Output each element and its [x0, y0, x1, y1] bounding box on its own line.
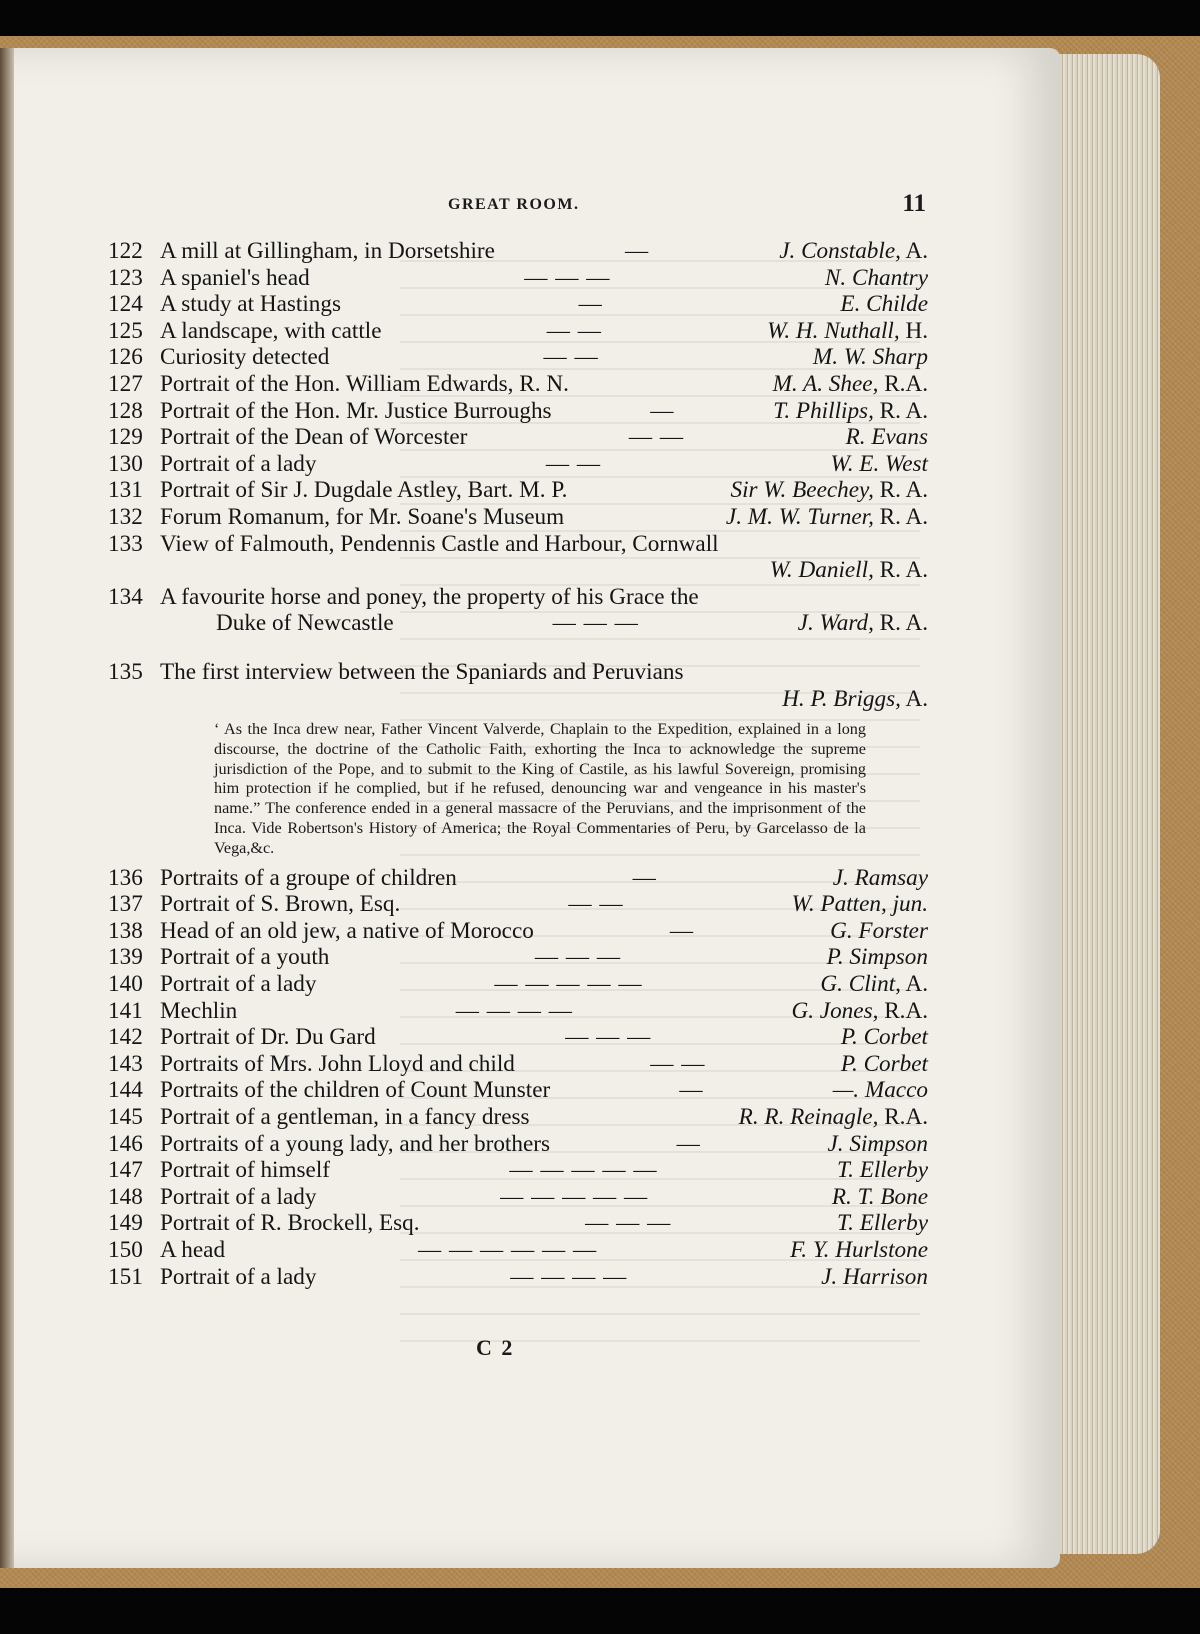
entry-title: A favourite horse and poney, the property of his Grace the — [160, 583, 699, 610]
entry-title: Portrait of Dr. Du Gard — [160, 1024, 376, 1051]
entry-number: 122 — [108, 238, 143, 264]
entry-artist — [731, 477, 929, 504]
catalogue-entry — [108, 398, 928, 425]
entry-artist — [827, 944, 928, 971]
running-title: GREAT ROOM. — [448, 196, 580, 213]
entry-artist-suffix: A. — [900, 238, 928, 264]
entry-number: 140 — [108, 971, 143, 998]
entry-leader-dashes: — — — — — [455, 997, 573, 1024]
entry-artist-name: G. Forster — [830, 917, 928, 944]
entry-leader-dashes: — — — — — — — [418, 1236, 598, 1263]
entry-artist — [792, 891, 928, 918]
entry-leader-dashes: — — [669, 917, 695, 944]
entry-leader-dashes: — — — — [534, 944, 622, 971]
entry-number: 146 — [108, 1130, 143, 1157]
entry-list-b — [108, 865, 928, 1291]
entry-title: Portrait of a lady — [160, 1183, 317, 1210]
entry-artist — [767, 318, 928, 345]
catalogue-entry — [108, 1051, 928, 1078]
entry-leader-dashes: — — [578, 291, 603, 318]
entry-artist — [841, 1051, 928, 1078]
entry-artist: W. Daniell, — [769, 557, 874, 584]
entry-title: A head — [160, 1236, 226, 1263]
entry-title: A study at Hastings — [160, 291, 341, 318]
entry-artist — [830, 918, 928, 945]
entry-number: 128 — [108, 397, 143, 424]
entry-title: Portrait of a gentleman, in a fancy dress — [160, 1104, 530, 1131]
entry-number: 151 — [108, 1263, 143, 1290]
entry-artist-suffix: R. A. — [873, 557, 928, 584]
entry-artist-line — [108, 557, 928, 584]
catalogue-entry — [108, 918, 928, 945]
entry-title: Portrait of Sir J. Dugdale Astley, Bart. M. P. — [160, 477, 568, 504]
entry-title: Portraits of a young lady, and her brothers — [160, 1130, 551, 1157]
entry-artist — [841, 1024, 928, 1051]
entry-artist — [821, 1264, 928, 1291]
entry-title: Mechlin — [160, 997, 238, 1024]
entry-title: Curiosity detected — [160, 344, 330, 371]
entry-artist-name: P. Corbet — [840, 1050, 928, 1077]
entry-number: 127 — [108, 370, 143, 397]
entry-title: Portrait of R. Brockell, Esq. — [160, 1210, 420, 1237]
entry-artist-name: F. Y. Hurlstone — [790, 1236, 928, 1263]
entry-artist-name: W. Patten, jun. — [791, 891, 928, 918]
entry-artist-name: M. W. Sharp — [812, 344, 928, 371]
entry-artist-name: R. T. Bone — [831, 1183, 928, 1210]
entry-artist-name: J. Harrison — [821, 1263, 928, 1290]
entry-artist-name: P. Corbet — [840, 1024, 928, 1051]
entry-leader-dashes: — — — [628, 424, 685, 451]
entry-artist — [790, 1237, 928, 1264]
entry-title: Portrait of a lady — [160, 450, 317, 477]
catalogue-entry — [108, 944, 928, 971]
catalogue-entry — [108, 1157, 928, 1184]
entry-artist-name: J. Constable, — [779, 238, 901, 264]
entry-leader-dashes: — — — [650, 1050, 706, 1077]
entry-artist — [726, 504, 928, 531]
entry-artist — [840, 291, 928, 318]
page-number: 11 — [902, 190, 926, 217]
entry-number: 125 — [108, 317, 143, 344]
entry-artist-name: J. Ward, — [797, 610, 874, 637]
catalogue-entry — [108, 291, 928, 318]
entry-artist-name: W. H. Nuthall, — [767, 317, 900, 344]
entry-leader-dashes: — — — — [552, 610, 639, 637]
entry-title: Portrait of S. Brown, Esq. — [160, 891, 401, 918]
entry-number: 138 — [108, 917, 143, 944]
entry-artist-suffix: R. A. — [873, 503, 928, 530]
entry-leader-dashes: — — — [545, 450, 602, 477]
entry-number: 123 — [108, 264, 143, 291]
entry-artist — [798, 610, 928, 637]
entry-title: Portraits of the children of Count Munster — [160, 1077, 551, 1104]
entry-number: 143 — [108, 1050, 143, 1077]
entry-artist-suffix: R. A. — [873, 397, 928, 424]
entry-quotation: ‘ As the Inca drew near, Father Vincent Valverde, Chaplain to the Expedition, explained in a long discourse, the doctrine of the Catholic Faith, exhorting the Inca to acknowledge the supreme jurisdiction of the Pope, and to submit to the King of Castile, as his lawful Sovereign, promising him protection if he complied, but if he refused, denouncing war and vengeance in his master's name.” The conference ended in a general massacre of the Peruvians, and the imprisonment of the Inca. Vide Robertson's History of America; the Royal Commentaries of Peru, by Garcelasso de la Vega,&c. — [214, 720, 866, 857]
catalogue-entry — [108, 1024, 928, 1051]
entry-title: View of Falmouth, Pendennis Castle and Harbour, Cornwall — [160, 530, 719, 557]
entry-artist — [739, 1104, 928, 1131]
entry-leader-dashes: — — — [546, 317, 602, 344]
entry-title: Portraits of Mrs. John Lloyd and child — [160, 1050, 515, 1077]
catalogue-entry — [108, 265, 928, 292]
entry-title: Portrait of a youth — [160, 944, 330, 971]
catalogue-entry-134 — [108, 584, 928, 611]
catalogue-entry — [108, 1264, 928, 1291]
entry-number: 149 — [108, 1210, 143, 1237]
entry-number: 126 — [108, 344, 143, 371]
page-gutter — [0, 48, 14, 1568]
catalogue-entry — [108, 971, 928, 998]
entry-artist-name: T. Ellerby — [836, 1210, 928, 1237]
entry-leader-dashes: — — — — — [510, 1263, 628, 1290]
entry-number: 129 — [108, 424, 143, 451]
running-head — [100, 190, 930, 228]
entry-number: 124 — [108, 291, 143, 318]
catalogue-entry — [108, 477, 928, 504]
catalogue-entry — [108, 1237, 928, 1264]
entry-leader-dashes: — — — — — — [509, 1157, 658, 1184]
entry-number: 133 — [108, 530, 143, 557]
entry-artist-line — [108, 686, 928, 713]
entry-number: 141 — [108, 997, 143, 1024]
catalogue-entry — [108, 451, 928, 478]
entry-title: Portrait of a lady — [160, 971, 317, 998]
entry-number: 144 — [108, 1077, 143, 1104]
entry-leader-dashes: — — — — [565, 1024, 652, 1051]
catalogue-entry — [108, 891, 928, 918]
catalogue-entry — [108, 238, 928, 265]
entry-number: 130 — [108, 450, 143, 477]
catalogue-entries — [108, 238, 928, 1290]
entry-title: Head of an old jew, a native of Morocco — [160, 917, 534, 944]
entry-title: Portrait of the Dean of Worcester — [160, 424, 468, 451]
entry-artist-name: —. Macco — [832, 1077, 928, 1104]
entry-artist-suffix: A. — [900, 685, 928, 712]
entry-artist-name: Sir W. Beechey, — [730, 477, 874, 504]
entry-leader-dashes: — — [650, 397, 675, 424]
entry-number: 135 — [108, 658, 143, 685]
entry-artist — [825, 265, 928, 292]
entry-number: 134 — [108, 583, 143, 610]
entry-artist-suffix: R.A. — [878, 997, 928, 1024]
entry-artist-name: T. Phillips, — [773, 397, 874, 424]
entry-artist — [779, 238, 928, 265]
entry-artist-name: P. Simpson — [826, 944, 928, 971]
entry-number: 137 — [108, 891, 143, 918]
entry-title: Portrait of the Hon. William Edwards, R. N. — [160, 370, 569, 397]
entry-artist-name: E. Childe — [840, 291, 928, 318]
catalogue-entry — [108, 865, 928, 892]
entry-number: 142 — [108, 1024, 143, 1051]
catalogue-entry — [108, 344, 928, 371]
catalogue-entry — [108, 371, 928, 398]
entry-artist-name: J. M. W. Turner, — [725, 503, 874, 530]
catalogue-entry — [108, 318, 928, 345]
entry-title: A spaniel's head — [160, 264, 310, 291]
entry-artist-suffix: A. — [900, 971, 928, 998]
catalogue-entry — [108, 1184, 928, 1211]
entry-list-a — [108, 238, 928, 531]
entry-leader-dashes: — — — — — — [494, 971, 643, 998]
entry-artist — [832, 1184, 928, 1211]
entry-leader-dashes: — — — — [524, 264, 611, 291]
signature-mark: C 2 — [476, 1335, 515, 1360]
entry-title: A mill at Gillingham, in Dorsetshire — [160, 238, 495, 264]
entry-title-continuation: Duke of Newcastle — [216, 610, 394, 637]
entry-artist-suffix: R. A. — [873, 477, 928, 504]
entry-artist — [837, 1157, 928, 1184]
entry-artist — [773, 371, 928, 398]
entry-artist — [813, 344, 928, 371]
entry-number: 132 — [108, 503, 143, 530]
entry-leader-dashes: — — — — [585, 1210, 672, 1237]
catalogue-entry — [108, 1131, 928, 1158]
entry-leader-dashes: — — — [568, 891, 624, 918]
entry-title: Forum Romanum, for Mr. Soane's Museum — [160, 503, 565, 530]
entry-number: 139 — [108, 944, 143, 971]
entry-artist-name: G. Jones, — [791, 997, 879, 1024]
entry-title: Portrait of himself — [160, 1157, 331, 1184]
entry-artist-name: M. A. Shee, — [772, 370, 879, 397]
entry-title: Portrait of the Hon. Mr. Justice Burroughs — [160, 397, 552, 424]
entry-artist — [833, 1077, 928, 1104]
catalogue-entry — [108, 1210, 928, 1237]
entry-artist-name: T. Ellerby — [836, 1157, 928, 1184]
catalogue-entry — [108, 1077, 928, 1104]
entry-artist — [828, 1131, 928, 1158]
entry-number: 150 — [108, 1236, 143, 1263]
entry-continuation-line — [108, 610, 928, 637]
entry-artist-name: N. Chantry — [824, 264, 928, 291]
entry-leader-dashes: — — [624, 238, 650, 264]
entry-leader-dashes: — — — [543, 344, 599, 371]
entry-title: The first interview between the Spaniards and Peruvians — [160, 658, 684, 685]
entry-artist — [831, 451, 928, 478]
entry-number: 145 — [108, 1104, 143, 1131]
entry-artist-name: J. Simpson — [827, 1130, 928, 1157]
entry-artist-name: G. Clint, — [820, 971, 901, 998]
entry-artist-suffix: R.A. — [878, 1104, 928, 1131]
catalogue-entry — [108, 1104, 928, 1131]
entry-leader-dashes: — — [676, 1130, 701, 1157]
entry-title: Portraits of a groupe of children — [160, 864, 457, 891]
entry-artist-name: J. Ramsay — [832, 864, 928, 891]
entry-artist — [820, 971, 928, 998]
entry-artist-name: W. E. West — [830, 450, 928, 477]
entry-number: 131 — [108, 477, 143, 504]
catalogue-entry — [108, 998, 928, 1025]
catalogue-entry-133 — [108, 531, 928, 558]
entry-artist — [773, 398, 928, 425]
entry-artist — [833, 865, 928, 892]
catalogue-entry — [108, 424, 928, 451]
catalogue-entry — [108, 504, 928, 531]
entry-title: Portrait of a lady — [160, 1263, 317, 1290]
entry-title: A landscape, with cattle — [160, 317, 382, 344]
entry-artist-suffix: H. — [899, 317, 928, 344]
entry-artist-suffix: R.A. — [878, 370, 928, 397]
entry-artist — [837, 1210, 928, 1237]
entry-artist — [791, 998, 928, 1025]
spacer — [108, 637, 928, 659]
entry-leader-dashes: — — [632, 864, 657, 891]
catalogue-entry-135 — [108, 659, 928, 686]
entry-artist-name: R. Evans — [845, 424, 928, 451]
entry-leader-dashes: — — [679, 1077, 704, 1104]
entry-number: 148 — [108, 1183, 143, 1210]
entry-number: 136 — [108, 864, 143, 891]
entry-artist-suffix: R. A. — [873, 610, 928, 637]
entry-artist: H. P. Briggs, — [782, 685, 901, 712]
entry-artist-name: R. R. Reinagle, — [738, 1104, 879, 1131]
entry-artist — [846, 424, 928, 451]
entry-number: 147 — [108, 1157, 143, 1184]
entry-leader-dashes: — — — — — — [500, 1183, 649, 1210]
